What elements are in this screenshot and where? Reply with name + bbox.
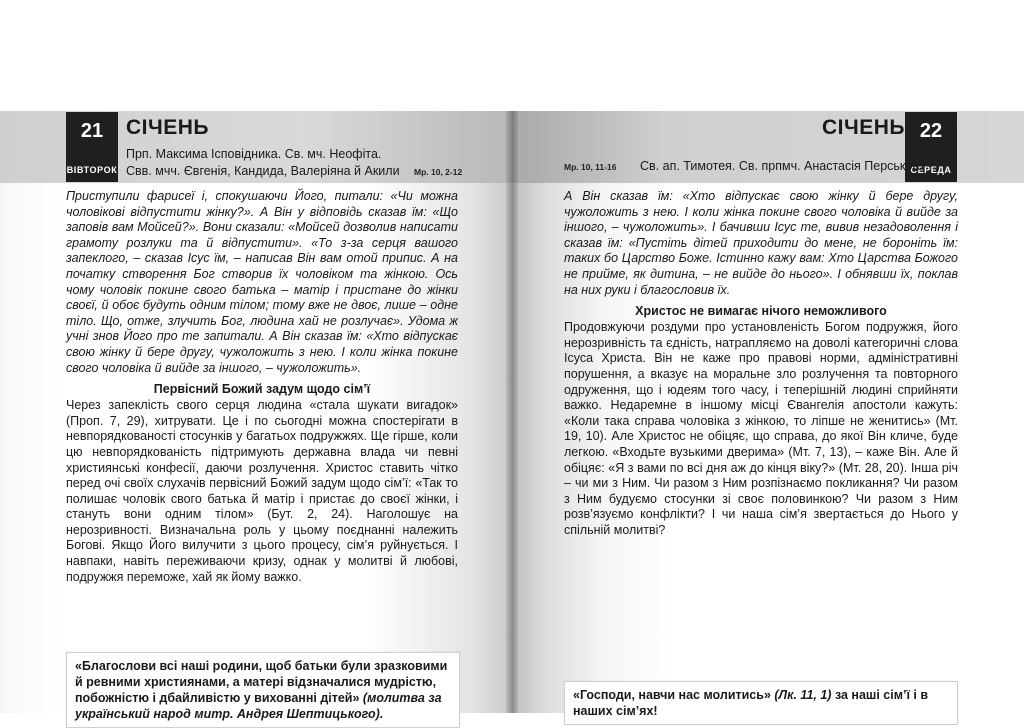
left-reflection-heading: Первісний Божий задум щодо сім’ї — [153, 382, 371, 397]
left-gospel-text: Приступили фарисеї і, спокушаючи Його, питали: «Чи можна чоловікові відпустити жінку?». А Він у відповідь сказав їм: «Що заповів вам Мойсей?». Вони сказали: «Мойсей дозволив написати грамоту розлуки та й відпустити». «То з-за серця вашого запеклого, – сказав Ісус їм, – написав Він вам отой припис. А на початку створення Бог створив їх чоловіком та жінкою. Ось чому чоловік покине свого батька – матір і пристане до жінки своєї, й обоє будуть одним тілом; тому вже не двоє, лише – одне тіло. Що, отже, злучить Бог, людина хай не розлучає». Удома ж учні знов Його про те запитали. А Він сказав їм: «Хто відпускає свою жінку й бере другу, чужоложить з нею. І коли жінка покине свого чоловіка й вийде за іншого, – чужоложить». — [66, 189, 458, 375]
right-page — [512, 111, 1024, 718]
right-reflection-heading: Христос не вимагає нічого неможливого — [635, 304, 887, 319]
right-month-title: СІЧЕНЬ — [822, 116, 906, 139]
left-month-title: СІЧЕНЬ — [126, 116, 210, 139]
left-day-box — [66, 112, 118, 182]
right-text-column — [564, 189, 958, 538]
left-prayer-box — [66, 652, 460, 728]
left-day-number: 21 — [80, 120, 104, 142]
right-gospel-text: А Він сказав їм: «Хто відпускає свою жінку й бере другу, чужоложить з нею. І коли жінка покине свого чоловіка й вийде за іншого, – чужоложить». І бачивши Ісус те, вивив незадоволення і сказав їм: «Пустіть дітей приходити до мене, не бороніть їм: таких бо Царство Боже. Істинно кажу вам: Хто Царства Божого не прийме, як дитина, – не вийде до нього». І обнявши їх, поклав на них руки і благословив їх. — [564, 189, 958, 297]
left-saints-line-2: Свв. мчч. Євгенія, Кандида, Валеріяна й Акили — [126, 164, 400, 178]
right-reading-reference: Мр. 10, 11-16 — [564, 162, 617, 172]
right-day-number: 22 — [919, 120, 943, 142]
left-weekday: ВІВТОРОК — [66, 165, 118, 175]
right-prayer-reference: (Лк. 11, 1) — [774, 688, 832, 702]
left-saints-line-1: Прп. Максима Ісповідника. Св. мч. Неофіта. — [126, 147, 382, 161]
left-reflection-text: Через запеклість свого серця людина «стала шукати вигадок» (Проп. 7, 29), хитрувати. Це і по сьогодні можна спостерігати в невпорядкованості стосунків у багатьох подружжях. Ще гірше, коли цю невпорядкованість підтримують державна влада чи певні християнські конфесії, даючи розлучення. Христос ставить чітко перед очі своїх слухачів первісний Божий задум щодо сім’ї: «Так то полишає чоловік свого батька й матір і пристає до своєї жінки, і стануть вони одним тілом» (Бут. 2, 24). Наголошує на нерозривності. Визначальна роль у цьому поєднанні належить Богові. Якщо Його вилучити з цього процесу, сім’я руйнується. І навпаки, навіть переживаючи кризу, однак у молитві й любові, подружжя переможе, хай як йому важко. — [66, 398, 458, 584]
right-weekday: СЕРЕДА — [910, 165, 952, 175]
left-reading-reference: Мр. 10, 2-12 — [414, 167, 463, 177]
left-prayer-text: «Благослови всі наші родини, щоб батьки були зразковими й ревними християнами, а матері відзначалися мудрістю, побожністю і дбайливістю у вихованні дітей» — [75, 659, 448, 705]
right-prayer-box — [564, 681, 958, 725]
left-text-column — [66, 189, 458, 585]
left-prayer-attribution: (молитва за український народ митр. Андрея Шептицького). — [75, 691, 442, 721]
right-reflection-text: Продовжуючи роздуми про установленість Богом подружжя, його нерозривність та єдність, натрапляємо на доволі категоричні слова Ісуса Христа. Він не каже про правові норми, адміністративні порушення, а вказує на моральне зло розлучення та повторного одруження, що і юдеям того часу, і теперішній людині сприйняти важко. Недаремне в іншому місці Євангелія апостоли кажуть: «Коли така справа чоловіка з жінкою, то ліпше не женитись» (Мт. 19, 10). Але Христос не обіцяє, що справа, до якої Він кличе, буде легкою. «Входьте вузькими дверима» (Мт. 7, 13), – каже Він. Але й обіцяє: «Я з вами по всі дня аж до кінця віку?» (Мт. 28, 20). Інша річ – чи ми з Ним. Чи разом з Ним розпізнаємо покликання? Чи разом з Ним будуємо стосунки зі своє половинкою? Чи разом з Ним розв’язуємо конфлікти? І чи наша сім’я звертається до Нього у спільній молитві? — [564, 320, 958, 537]
right-prayer-text: «Господи, навчи нас молитись» — [573, 688, 771, 702]
right-saints-line-1: Св. ап. Тимотея. Св. прпмч. Анастасія Перського — [640, 159, 924, 173]
book-spine — [506, 111, 518, 713]
right-prayer-tail: за наші сім’ї і в наших сім’ях! — [573, 688, 929, 718]
left-page — [0, 111, 512, 721]
